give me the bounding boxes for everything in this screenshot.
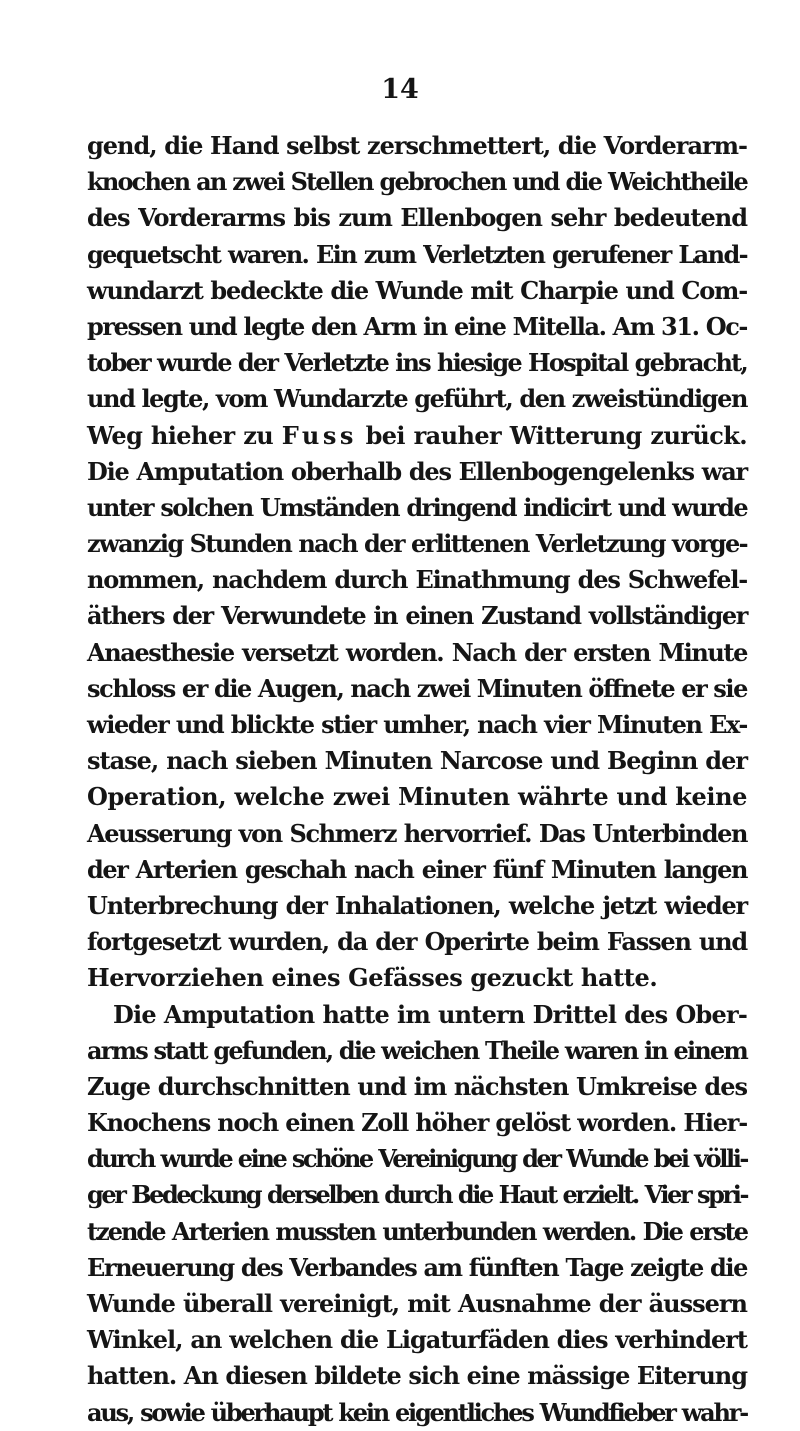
text-line <box>87 418 747 454</box>
text-line: Operation, welche zwei Minuten währte und keine <box>87 782 747 812</box>
text-line: fortgesetzt wurden, da der Operirte beim Fassen und <box>87 927 747 957</box>
text-line: stase, nach sieben Minuten Narcose und Beginn der <box>87 746 747 776</box>
text-line: Winkel, an welchen die Ligaturfäden dies verhindert <box>87 1325 747 1355</box>
emphasized-word: Fuss <box>281 420 357 450</box>
text-line: der Arterien geschah nach einer fünf Minuten langen <box>87 854 747 884</box>
text-line: äthers der Verwundete in einen Zustand vollständiger <box>87 601 747 631</box>
text-line: wieder und blickte stier umher, nach vier Minuten Ex- <box>87 710 747 739</box>
body-text <box>87 128 747 1431</box>
text-line: gend, die Hand selbst zerschmettert, die Vorderarm- <box>87 131 747 160</box>
page-number: 14 <box>381 74 419 105</box>
text-line: schloss er die Augen, nach zwei Minuten öffnete er sie <box>87 673 747 703</box>
text-segment: bei rauher Witterung zurück. <box>356 420 747 450</box>
paragraph-last-line: Hervorziehen eines Gefässes gezuckt hatte. <box>87 963 658 993</box>
text-line: nommen, nachdem durch Einathmung des Schwefel- <box>87 565 747 595</box>
text-line: Die Amputation oberhalb des Ellenbogengelenks war <box>87 456 747 486</box>
text-line: Unterbrechung der Inhalationen, welche jetzt wieder <box>87 890 747 920</box>
text-line: arms statt gefunden, die weichen Theile waren in einem <box>87 1035 747 1065</box>
text-line: und legte, vom Wundarzte geführt, den zweistündigen <box>87 384 747 414</box>
text-line: zwanzig Stunden nach der erlittenen Verletzung vorge- <box>87 529 747 559</box>
text-line: tober wurde der Verletzte ins hiesige Hospital gebracht, <box>87 348 747 378</box>
text-line: unter solchen Umständen dringend indicirt und wurde <box>87 492 747 522</box>
text-line: Wunde überall vereinigt, mit Ausnahme der äussern <box>87 1289 747 1318</box>
text-line: hatten. An diesen bildete sich eine mässige Eiterung <box>87 1361 747 1391</box>
paragraph-first-line: Die Amputation hatte im untern Drittel des Ober- <box>113 999 747 1029</box>
text-line: tzende Arterien mussten unterbunden werden. Die erste <box>87 1216 747 1246</box>
text-line: Zuge durchschnitten und im nächsten Umkreise des <box>87 1071 747 1101</box>
text-line: Anaesthesie versetzt worden. Nach der ersten Minute <box>87 637 747 667</box>
text-line: wundarzt bedeckte die Wunde mit Charpie und Com- <box>87 275 747 305</box>
text-line: pressen und legte den Arm in eine Mitella. Am 31. Oc- <box>87 311 747 341</box>
text-line: Erneuerung des Verbandes am fünften Tage zeigte die <box>87 1252 747 1282</box>
text-line: Knochens noch einen Zoll höher gelöst worden. Hier- <box>87 1108 747 1138</box>
text-line: gequetscht waren. Ein zum Verletzten gerufener Land- <box>87 239 747 269</box>
text-line: knochen an zwei Stellen gebrochen und die Weichtheile <box>87 167 747 197</box>
text-line: durch wurde eine schöne Vereinigung der Wunde bei völli- <box>87 1144 747 1174</box>
text-line: des Vorderarms bis zum Ellenbogen sehr bedeutend <box>87 203 747 233</box>
text-line: aus, sowie überhaupt kein eigentliches Wundfieber wahr- <box>87 1397 747 1427</box>
text-line: Aeusserung von Schmerz hervorrief. Das Unterbinden <box>87 818 747 848</box>
text-line: ger Bedeckung derselben durch die Haut erzielt. Vier spri- <box>87 1180 747 1210</box>
text-segment: Weg hieher zu <box>87 420 282 450</box>
